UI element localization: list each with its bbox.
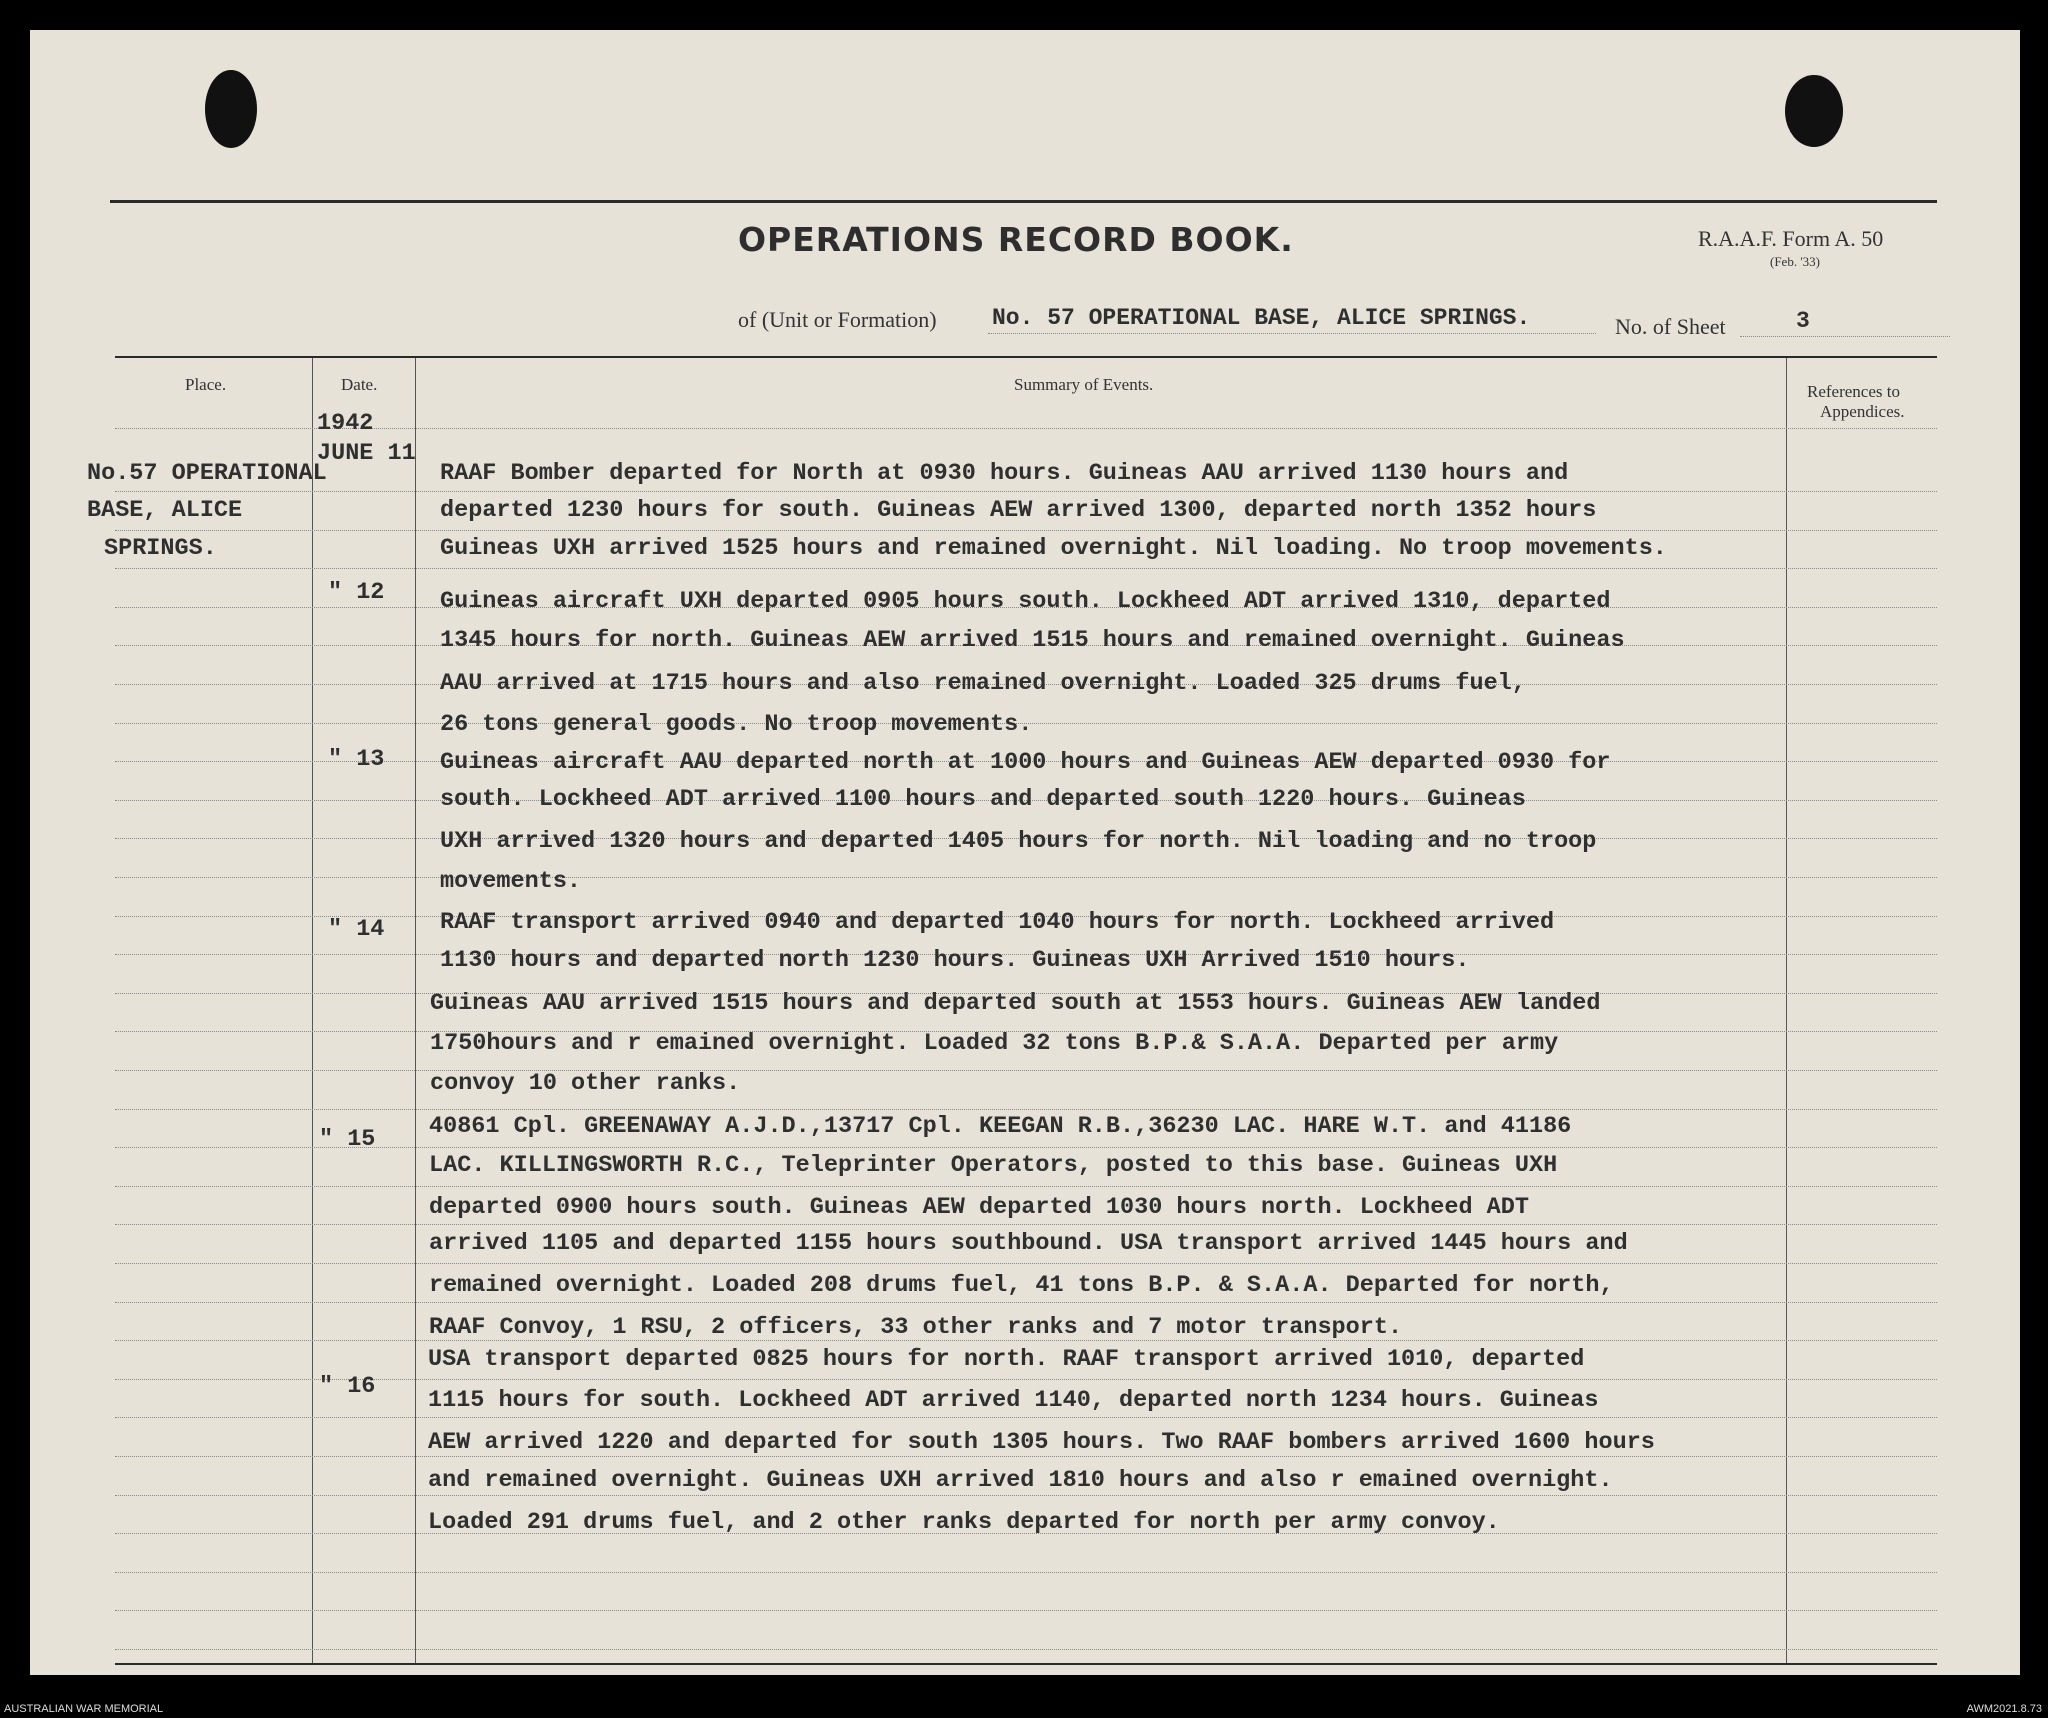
ruled-line — [115, 1263, 1937, 1264]
column-header-appendices: Appendices. — [1820, 402, 1905, 421]
date-entry: JUNE 11 — [317, 440, 416, 467]
record-sheet — [30, 30, 2020, 1675]
entry-line: 1130 hours and departed north 1230 hours. Guineas UXH Arrived 1510 hours. — [440, 947, 1470, 974]
place-line: No.57 OPERATIONAL — [87, 460, 327, 487]
place-divider — [312, 358, 313, 1663]
unit-prefix: of (Unit or Formation) — [738, 307, 937, 332]
date-entry: " 13 — [328, 746, 385, 773]
ruled-line — [115, 1147, 1937, 1148]
entry-line: RAAF Convoy, 1 RSU, 2 officers, 33 other ranks and 7 motor transport. — [429, 1314, 1403, 1341]
entry-line: Guineas AAU arrived 1515 hours and departed south at 1553 hours. Guineas AEW landed — [430, 990, 1601, 1017]
sheet-underline — [1740, 336, 1950, 337]
ruled-line — [115, 1572, 1937, 1573]
ruled-line — [115, 491, 1937, 492]
top-rule — [110, 200, 1937, 203]
punch-hole-right — [1785, 75, 1843, 147]
entry-line: convoy 10 other ranks. — [430, 1070, 741, 1097]
entry-line: 1115 hours for south. Lockheed ADT arrived 1140, departed north 1234 hours. Guineas — [428, 1387, 1599, 1414]
unit-name: No. 57 OPERATIONAL BASE, ALICE SPRINGS. — [992, 305, 1531, 331]
summary-divider — [1786, 358, 1787, 1663]
unit-underline — [988, 333, 1596, 334]
column-header-date: Date. — [341, 375, 378, 394]
entry-line: Loaded 291 drums fuel, and 2 other ranks departed for north per army convoy. — [428, 1509, 1500, 1536]
entry-line: 40861 Cpl. GREENAWAY A.J.D.,13717 Cpl. KEEGAN R.B.,36230 LAC. HARE W.T. and 41186 — [429, 1113, 1572, 1140]
entry-line: 1750hours and r emained overnight. Loaded 32 tons B.P.& S.A.A. Departed per army — [430, 1030, 1559, 1057]
entry-line: arrived 1105 and departed 1155 hours southbound. USA transport arrived 1445 hours and — [429, 1230, 1628, 1257]
page-title: OPERATIONS RECORD BOOK. — [738, 220, 1294, 259]
ruled-line — [115, 1379, 1937, 1380]
footer-right: AWM2021.8.73 — [1966, 1703, 2042, 1715]
date-entry: " 14 — [328, 916, 385, 943]
entry-line: AAU arrived at 1715 hours and also remained overnight. Loaded 325 drums fuel, — [440, 670, 1526, 697]
header-rule — [115, 428, 1937, 429]
column-header-place: Place. — [185, 375, 227, 394]
date-entry: " 12 — [328, 579, 385, 606]
ruled-line — [115, 1302, 1937, 1303]
entry-line: Guineas aircraft AAU departed north at 1000 hours and Guineas AEW departed 0930 for — [440, 749, 1611, 776]
column-header-references: References to — [1807, 382, 1900, 401]
place-line: SPRINGS. — [104, 535, 217, 562]
sheet-number: 3 — [1796, 308, 1810, 334]
entry-line: Guineas aircraft UXH departed 0905 hours south. Lockheed ADT arrived 1310, departed — [440, 588, 1611, 615]
entry-line: UXH arrived 1320 hours and departed 1405 hours for north. Nil loading and no troop — [440, 828, 1597, 855]
entry-line: 26 tons general goods. No troop movements. — [440, 711, 1033, 738]
entry-line: south. Lockheed ADT arrived 1100 hours and departed south 1220 hours. Guineas — [440, 786, 1526, 813]
punch-hole-left — [205, 70, 257, 148]
place-line: BASE, ALICE — [87, 497, 243, 524]
ruled-line — [115, 1495, 1937, 1496]
footer — [0, 1702, 2048, 1718]
sheet-label: No. of Sheet — [1615, 314, 1726, 339]
date-entry: " 15 — [319, 1126, 376, 1153]
entry-line: departed 1230 hours for south. Guineas AEW arrived 1300, departed north 1352 hours — [440, 497, 1597, 524]
date-entry: " 16 — [319, 1373, 376, 1400]
ruled-line — [115, 1456, 1937, 1457]
table-bottom-rule — [115, 1663, 1937, 1665]
entry-line: Guineas UXH arrived 1525 hours and remained overnight. Nil loading. No troop movements. — [440, 535, 1667, 562]
entry-line: remained overnight. Loaded 208 drums fuel, 41 tons B.P. & S.A.A. Departed for north, — [429, 1272, 1614, 1299]
form-date: (Feb. '33) — [1770, 254, 1821, 269]
ruled-line — [115, 1109, 1937, 1110]
ruled-line — [115, 568, 1937, 569]
date-divider — [415, 358, 416, 1663]
entry-line: departed 0900 hours south. Guineas AEW departed 1030 hours north. Lockheed ADT — [429, 1194, 1529, 1221]
entry-line: LAC. KILLINGSWORTH R.C., Teleprinter Operators, posted to this base. Guineas UXH — [429, 1152, 1558, 1179]
footer-left: AUSTRALIAN WAR MEMORIAL — [4, 1703, 164, 1715]
entry-line: AEW arrived 1220 and departed for south 1305 hours. Two RAAF bombers arrived 1600 hours — [428, 1429, 1655, 1456]
form-label: R.A.A.F. Form A. 50 — [1698, 226, 1884, 251]
entry-line: RAAF Bomber departed for North at 0930 hours. Guineas AAU arrived 1130 hours and — [440, 460, 1569, 487]
entry-line: USA transport departed 0825 hours for north. RAAF transport arrived 1010, departed — [428, 1346, 1585, 1373]
table-top-rule — [115, 356, 1937, 358]
ruled-line — [115, 1610, 1937, 1611]
entry-line: and remained overnight. Guineas UXH arrived 1810 hours and also r emained overnight. — [428, 1467, 1613, 1494]
ruled-line — [115, 1070, 1937, 1071]
ruled-line — [115, 530, 1937, 531]
entry-line: RAAF transport arrived 0940 and departed 1040 hours for north. Lockheed arrived — [440, 909, 1555, 936]
ruled-line — [115, 1224, 1937, 1225]
ruled-line — [115, 1417, 1937, 1418]
ruled-line — [115, 1186, 1937, 1187]
entry-line: movements. — [440, 868, 582, 895]
date-year: 1942 — [317, 410, 374, 437]
entry-line: 1345 hours for north. Guineas AEW arrived 1515 hours and remained overnight. Guineas — [440, 627, 1625, 654]
column-header-summary: Summary of Events. — [1014, 375, 1154, 394]
ruled-line — [115, 1649, 1937, 1650]
ruled-line — [115, 877, 1937, 878]
